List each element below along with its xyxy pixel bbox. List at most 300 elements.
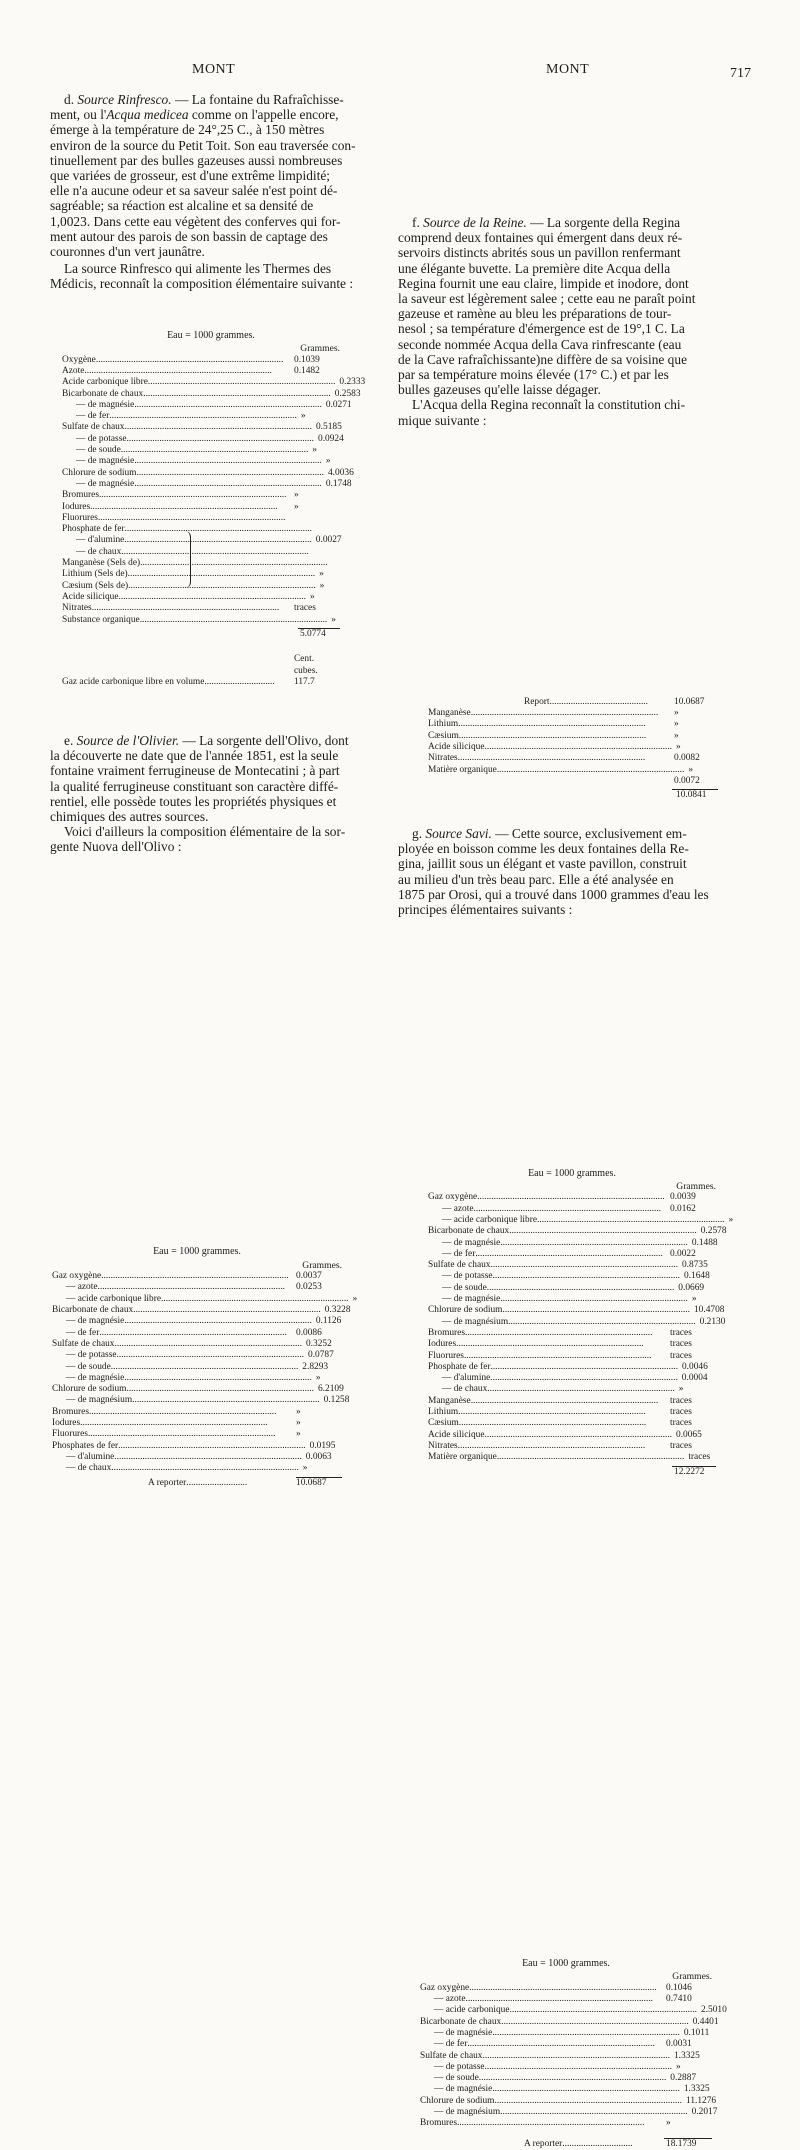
leader-dots: ................................................................................ [458,1418,647,1429]
table-row [52,1395,350,1407]
leader-dots: ................................................................................ [502,1305,690,1316]
row-label: — de soude [66,1361,111,1372]
row-value: 0.2130 [699,1316,726,1327]
left-column [50,92,380,292]
leader-dots: ................................................................................ [494,2095,682,2106]
leader-dots: ................................................................................ [87,1429,276,1440]
para-d-text: comme on l'appelle encore, [188,107,339,123]
row-label: — azote [442,1203,474,1214]
row-label: Bromures [420,2118,457,2129]
para-line: nesol ; sa température d'émergence est de 19°,1 C. La [398,321,685,337]
leader-dots: ................................................................................ [537,1214,725,1225]
right-running-header: MONT [546,62,590,77]
table-row [428,753,720,764]
row-label: — de chaux [76,546,122,557]
leader-dots: ................................................................................ [128,580,316,591]
leader-dots: ................................................................................ [458,1407,646,1418]
leader-dots: ................................................................................ [482,2050,670,2061]
row-label: Gaz acide carbonique libre en volume [62,677,205,688]
row-value: 0.0072 [674,775,700,786]
row-value: » [300,411,306,422]
table-row [52,1271,342,1282]
row-value: traces [670,1440,692,1451]
table-row [62,547,340,558]
row-label: Nitrates [62,603,92,614]
table-row [52,1384,342,1395]
leader-dots: ................................................................................ [95,354,284,365]
leader-dots: ................................................................................ [465,1994,653,2005]
leader-dots: ................................................................................ [469,1982,657,1993]
paragraph-e [50,733,380,824]
row-label: — de potasse [66,1350,117,1361]
row-value: 0.0669 [678,1282,705,1293]
table-row [420,2107,718,2118]
leader-dots: ................................................................................ [110,1361,299,1372]
row-label: Cæsium [428,1418,459,1429]
row-value: 0.0086 [296,1327,322,1338]
table-row [428,1272,716,1283]
row-value: 0.0037 [296,1271,322,1282]
table-rows [62,354,366,626]
row-value: 4.0036 [327,467,354,478]
table-row [62,355,340,366]
row-value: » [678,1384,684,1395]
row-value: traces [670,1418,692,1429]
para-line: émerge à la température de 24°,25 C., à 150 mètres [50,122,325,138]
table-row [428,1407,716,1418]
row-value: » [352,1293,358,1304]
row-value: » [728,1214,734,1225]
row-label: — de magnésie [442,1294,501,1305]
leader-dots: ................................................................................ [90,501,278,512]
row-label: — de magnésie [434,2084,493,2095]
row-value: » [319,580,325,591]
row-label: — de magnésium [442,1316,509,1327]
leader-dots: ................................................................................ [124,524,312,535]
leader-dots: ................................................................................ [487,1384,675,1395]
table-row [62,592,340,603]
row-label: Bicarbonate de chaux [428,1226,510,1237]
leader-dots: ................................................................................ [477,1192,665,1203]
leader-dots: ................................................................................ [490,1260,678,1271]
table-row [428,720,720,731]
leader-dots: ................................................................................ [133,1305,321,1316]
leader-dots: ................................................................................ [500,1237,688,1248]
table-row [420,2085,712,2096]
table-row [52,1328,342,1339]
row-value: 0.4401 [692,2016,719,2027]
row-label: — de chaux [66,1463,112,1474]
leader-dots: .............................. [204,677,275,688]
leader-dots: ................................................................................ [492,2084,680,2095]
brace [184,531,191,588]
para-g-letter: g. [412,826,426,841]
leader-dots: ................................................................................ [508,1316,696,1327]
leader-dots: ................................................................................ [126,433,315,444]
row-value: 0.1648 [684,1271,710,1282]
row-label: — de magnésie [76,456,135,467]
table-row [52,1463,342,1474]
table-row [52,1339,342,1350]
para-d-lines [50,122,356,259]
row-value: 0.2583 [334,388,361,399]
leader-dots: ................................................................................ [139,614,328,625]
para-line: la qualité ferrugineuse constituant son caractère diffé- [50,778,339,794]
row-value: 0.2017 [691,2107,718,2117]
leader-dots: ................................................................................ [101,1271,289,1282]
leader-dots: ................................................................................ [492,2027,680,2038]
leader-dots: ................................................................................ [490,1361,678,1372]
leader-dots: .............................. [562,2138,633,2149]
row-label: — de magnésium [66,1395,133,1406]
row-label: Manganèse [428,708,471,719]
leader-dots: .......................... [186,1477,248,1488]
table-row [52,1373,342,1384]
row-label: Chlorure de sodium [62,467,137,478]
row-label: Oxygène [62,354,96,365]
row-label: — azote [434,1994,466,2005]
row-label: — de potasse [442,1271,493,1282]
table-row [428,1362,716,1373]
row-label: Lithium [428,719,459,730]
row-value: » [296,1418,301,1429]
table-total: 5.0774 [300,628,326,639]
para-line: que variées de grosseur, est d'une extrême limpidité; [50,168,331,184]
para-d-text: ment, ou l' [50,107,107,123]
row-value: 0.1126 [315,1316,342,1327]
row-label: Report [524,696,550,707]
table-row [428,1204,716,1215]
para-line: bulles gazeuses qu'elle laisse dégager. [398,382,601,398]
row-value: traces [688,1452,711,1463]
row-value: 0.2887 [670,2073,697,2084]
row-label: Gaz oxygène [428,1192,478,1203]
table-row [428,1249,716,1260]
para-line: fontaine vraiment ferrugineuse de Montecatini ; à part [50,763,340,779]
row-value: 0.1046 [666,1982,692,1993]
para-e-letter: e. [64,733,77,748]
row-value: 0.1258 [323,1395,350,1406]
row-value: 1.3325 [673,2050,700,2061]
row-value: » [676,2061,681,2072]
leader-dots: ................................................................................ [99,1327,287,1338]
row-value: traces [670,1339,692,1350]
row-label: Sulfate de chaux [420,2050,483,2061]
row-value: 0.0039 [670,1192,696,1203]
para-line: couronnes d'un vert jaunâtre. [50,244,205,260]
row-value: » [312,445,317,456]
row-label: — de fer [76,411,110,422]
row-label: Sulfate de chaux [62,422,125,433]
row-value: 2.5010 [701,2005,727,2016]
table-row [62,366,340,377]
table-row [52,1407,342,1418]
row-label: Iodures [52,1418,81,1429]
row-label: Phosphate de fer [428,1361,491,1372]
table-row [428,1373,716,1384]
row-label: Bicarbonate de chaux [420,2016,502,2027]
table-row [62,536,340,547]
leader-dots: ................................................................................ [478,2073,667,2084]
leader-dots: ................................................................................ [456,1339,644,1350]
para-f-text: — La sorgente della Regina [526,215,681,230]
table-unit-header: Grammes. [676,1181,716,1193]
row-value: » [315,1372,321,1383]
carry-row [52,1478,342,1489]
row-value: » [666,2118,671,2129]
leader-dots: ................................................................................ [136,467,324,478]
right-column [398,215,736,428]
row-value: » [294,490,299,501]
row-label: Acide silicique [62,591,119,602]
table-total: 10.0841 [676,790,707,801]
para-line: tinuellement par des bulles gazeuses aussi nombreuses [50,152,343,168]
table-row [428,1339,716,1350]
table-unit-header: Grammes. [300,343,340,355]
table-row [52,1350,342,1361]
row-value: » [296,1406,301,1417]
table-row [62,615,340,626]
table-rows [428,1192,734,1464]
row-label: — de magnésie [442,1237,501,1248]
leader-dots: ................................................................................ [111,1463,299,1474]
leader-dots: ................................................................................ [161,1293,349,1304]
left-running-header: MONT [192,62,236,77]
row-label: — de magnésie [434,2027,493,2038]
leader-dots: ................................................................................ [484,741,672,752]
para-line: servoirs distincts abrités sous un pavillon renfermant [398,245,681,261]
row-label: Gaz oxygène [52,1271,102,1282]
row-label: Azote [62,366,85,376]
table-caption: Eau = 1000 grammes. [167,330,255,341]
table-row [420,2051,712,2062]
para-d-text: — La fontaine du Rafraîchisse- [171,92,344,107]
leader-dots: ................................................................................ [97,512,286,523]
leader-dots: ................................................................................ [84,366,272,376]
table-row [62,558,340,569]
row-value: 10.0687 [296,1477,327,1488]
row-label: Bromures [52,1406,89,1417]
row-value: » [294,501,299,512]
table-row [420,1983,712,1994]
table-row [62,581,340,592]
table-row [62,478,352,490]
table-regina [428,1167,734,1478]
table-row [52,1316,342,1327]
row-value: 11.1276 [685,2095,717,2106]
row-label: — de chaux [442,1384,488,1395]
row-label: Bromures [428,1327,465,1338]
table-row [420,2062,712,2073]
table-row [52,1283,342,1294]
row-label: — de potasse [76,433,127,444]
table-row [428,765,720,776]
row-value: 0.0046 [681,1361,708,1372]
para-d-italic: Acqua medicea [106,107,189,123]
row-value: 0.1488 [691,1237,718,1248]
para-e-title: Source de l'Olivier. [76,733,180,748]
leader-dots: ................................................................................ [97,1282,285,1293]
row-label: Chlorure de sodium [428,1305,503,1316]
table-row [428,1396,716,1407]
table-row [62,445,340,456]
row-value: 0.5185 [315,422,342,433]
row-label: Iodures [62,501,91,512]
table-row [62,603,340,614]
table-row [62,388,361,400]
row-label: — d'alumine [66,1451,115,1462]
table-rows [420,1982,727,2130]
row-value: 18.1739 [666,2138,697,2149]
row-value: » [296,1429,301,1440]
leader-dots: ................................................................................ [509,2005,697,2016]
leader-dots: ................................................................................ [134,478,322,489]
table-row [62,502,340,513]
row-value: » [310,591,315,602]
row-value: 0.0082 [674,753,700,764]
row-value: 0.2578 [700,1226,727,1237]
table-row [428,1441,716,1452]
leader-dots: ................................................................................ [458,719,646,730]
table-row [428,776,720,787]
table-total: 12.2272 [674,1466,705,1477]
table-row [62,456,340,467]
para-line: seconde nommée Acqua della Cava rinfrescante (eau [398,336,682,352]
row-label: Fluorures [428,1350,464,1361]
para-e-text: — La sorgente dell'Olivo, dont [179,733,349,748]
paragraph-f [398,215,736,397]
row-label: Nitrates [428,1440,458,1451]
para-line: 1875 par Orosi, qui a trouvé dans 1000 grammes d'eau les [398,886,709,902]
table-row [62,467,354,479]
row-value: » [674,730,679,741]
table-row [420,2073,712,2084]
row-value: » [674,719,679,730]
leader-dots: ................................................................................ [463,1350,652,1361]
para-f-title: Source de la Reine. [423,215,527,230]
row-label: Sulfate de chaux [52,1338,115,1349]
row-label: — acide carbonique libre [66,1293,162,1304]
para-f-lines [398,230,695,397]
row-value: 0.1039 [294,354,320,365]
row-label: — d'alumine [76,535,125,546]
leader-dots: ................................................................................ [114,1451,302,1462]
para-f-letter: f. [412,215,424,230]
row-label: Chlorure de sodium [52,1384,127,1395]
table-caption: Eau = 1000 grammes. [528,1167,616,1179]
row-label: Bicarbonate de chaux [62,388,144,399]
leader-dots: ................................................................................ [116,1350,305,1361]
paragraph-d2 [50,261,380,291]
row-label: Manganèse (Sels de) [62,558,141,569]
table-row [420,2016,719,2028]
row-label: — de fer [434,2039,468,2050]
row-label: — d'alumine [442,1373,491,1384]
row-label: — de fer [66,1327,100,1338]
leader-dots: ................................................................................ [132,1395,320,1406]
leader-dots: ................................................................................ [486,1282,675,1293]
row-value: 0.2333 [339,377,366,388]
row-label: Cæsium [428,730,459,741]
row-value: 117.7 [294,677,315,688]
leader-dots: ................................................................................ [126,1384,314,1395]
table-row [428,1193,716,1204]
table-row [52,1418,342,1429]
row-label: — de magnésie [76,399,135,410]
leader-dots: ................................................................................ [490,1373,678,1384]
row-value: traces [294,603,316,614]
para-line: gina, jaillit sous un élégant et vaste pavillon, construit [398,856,687,872]
para-line: chimiques des autres sources. [50,809,209,825]
row-label: — acide carbonique libre [442,1214,538,1225]
para-line: gente Nuova dell'Olivo : [50,839,182,855]
leader-dots: ................................................................................ [80,1418,268,1429]
leader-dots: ................................................................................ [496,1452,685,1463]
row-value: 2.8293 [302,1361,329,1372]
table-row [428,1316,726,1328]
row-label: Matière organique [428,1452,497,1463]
leader-dots: ................................................................................ [88,1406,277,1417]
para-line: la découverte ne date que de l'année 1851, est la seule [50,748,339,764]
row-value: 0.0162 [670,1203,696,1214]
leader-dots: ................................................................................ [484,1429,672,1440]
para-line: Voici d'ailleurs la composition élémentaire de la sor- [64,824,346,840]
row-value: 0.0253 [296,1282,322,1293]
para-line: au milieu d'un très beau parc. Elle a été analysée en [398,871,674,887]
table-row [62,377,366,388]
leader-dots: ................................................................................ [124,535,312,546]
table-row [428,1238,716,1249]
row-label: Phosphates de fer [52,1440,119,1451]
para-line: L'Acqua della Regina reconnaît la constitution chi- [412,397,686,413]
para-line: par sa température moins élevée (17° C.) et par les [398,367,669,383]
left-column-2 [50,733,380,855]
row-label: Manganèse [428,1395,471,1406]
row-label: Acide carbonique libre [62,377,148,388]
row-value: » [688,764,693,775]
leader-dots: ................................................................................ [127,569,316,580]
row-label: Fluorures [52,1429,88,1440]
para-line: Médicis, reconnaît la composition élémentaire suivante : [50,276,354,292]
carry-row [420,2139,712,2150]
row-label: Lithium (Sels de) [62,569,128,580]
table-rows [428,708,720,787]
leader-dots: ................................................................................ [473,1203,661,1214]
leader-dots: .......................................... [549,696,648,707]
row-value: 1.3325 [683,2084,710,2095]
row-label: — de soude [434,2073,479,2084]
table-row [52,1452,342,1463]
leader-dots: ................................................................................ [509,1226,697,1237]
row-value: 0.0031 [666,2039,692,2050]
row-value: 0.0787 [308,1350,334,1361]
table-row [62,399,352,411]
para-e-lines [50,748,340,824]
row-label: Cæsium (Sels de) [62,580,129,591]
row-label: A reporter [524,2138,563,2149]
leader-dots: ................................................................................ [457,1440,646,1451]
para-d-title: Source Rinfresco. [77,92,172,107]
table-row [62,423,340,434]
leader-dots: ................................................................................ [118,591,306,602]
row-value: » [331,614,336,625]
gas-volume-row [62,677,340,688]
row-label: — de magnésie [76,478,135,489]
leader-dots: ................................................................................ [458,730,647,741]
para-line: ployée en boisson comme les deux fontaines della Re- [398,841,689,857]
leader-dots: ................................................................................ [109,411,297,422]
table-row [428,1328,716,1339]
